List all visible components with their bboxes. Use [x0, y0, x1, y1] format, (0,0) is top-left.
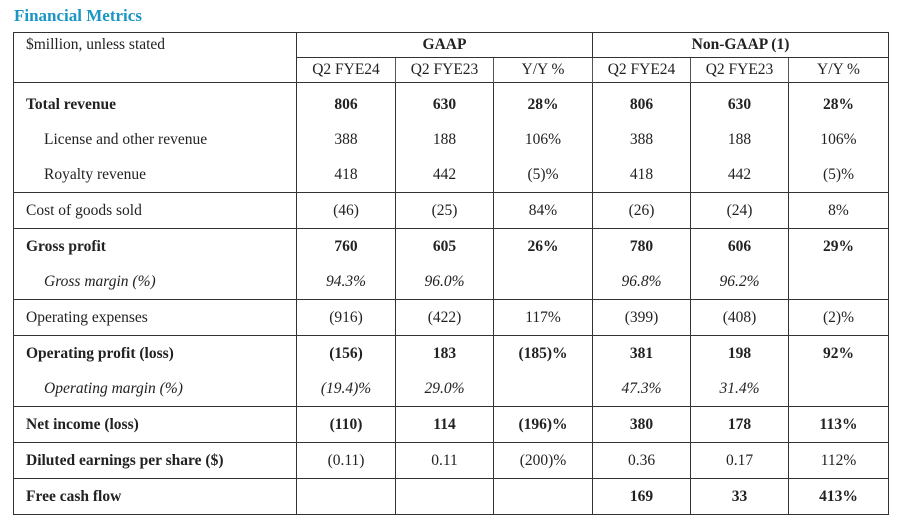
group-header-non-gaap: Non-GAAP (1) [593, 33, 889, 58]
table-cell: (196)% [494, 407, 593, 443]
table-cell [494, 479, 593, 515]
table-cell: 198 [691, 336, 789, 372]
column-header: Y/Y % [494, 58, 593, 83]
table-cell: (26) [593, 193, 691, 229]
table-cell: 96.2% [691, 264, 789, 300]
table-cell: 381 [593, 336, 691, 372]
financial-metrics-table [13, 32, 889, 515]
table-cell: 169 [593, 479, 691, 515]
row-label: Total revenue [14, 83, 297, 123]
table-cell: 112% [789, 443, 889, 479]
table-cell: 0.17 [691, 443, 789, 479]
table-cell [789, 371, 889, 407]
table-cell: 442 [691, 157, 789, 193]
table-cell: 606 [691, 229, 789, 265]
row-label: Operating expenses [14, 300, 297, 336]
table-cell: 188 [691, 122, 789, 157]
table-cell: (24) [691, 193, 789, 229]
page-title: Financial Metrics [14, 6, 142, 25]
table-cell: 413% [789, 479, 889, 515]
table-cell: 113% [789, 407, 889, 443]
table-row [14, 300, 889, 336]
table-cell: (110) [297, 407, 396, 443]
table-cell: 117% [494, 300, 593, 336]
table-row [14, 407, 889, 443]
table-cell: 0.11 [396, 443, 494, 479]
table-cell: (2)% [789, 300, 889, 336]
row-label: License and other revenue [44, 130, 208, 148]
table-cell: 806 [593, 83, 691, 123]
row-label: Diluted earnings per share ($) [14, 443, 297, 479]
table-cell: 442 [396, 157, 494, 193]
table-cell [494, 371, 593, 407]
table-cell: 388 [297, 122, 396, 157]
table-row [14, 83, 889, 123]
column-header: Q2 FYE24 [593, 58, 691, 83]
table-cell [396, 479, 494, 515]
row-label: Gross profit [14, 229, 297, 265]
table-cell: 29.0% [396, 371, 494, 407]
table-row [14, 157, 889, 193]
table-cell: (916) [297, 300, 396, 336]
table-cell: (156) [297, 336, 396, 372]
table-row [14, 443, 889, 479]
table-row [14, 122, 889, 157]
table-cell: 47.3% [593, 371, 691, 407]
unit-label: $million, unless stated [26, 36, 166, 53]
row-label: Free cash flow [14, 479, 297, 515]
table-cell: 94.3% [297, 264, 396, 300]
table-cell: 26% [494, 229, 593, 265]
table-cell: 380 [593, 407, 691, 443]
table-cell: 33 [691, 479, 789, 515]
table-cell: 605 [396, 229, 494, 265]
column-header: Y/Y % [789, 58, 889, 83]
table-cell: 106% [494, 122, 593, 157]
header-group-row [14, 33, 889, 58]
table-cell: (422) [396, 300, 494, 336]
table-cell: (408) [691, 300, 789, 336]
table-cell [494, 264, 593, 300]
table-cell: 188 [396, 122, 494, 157]
table-cell: (399) [593, 300, 691, 336]
table-cell [789, 264, 889, 300]
table-cell: 8% [789, 193, 889, 229]
row-label: Net income (loss) [14, 407, 297, 443]
table-cell [297, 479, 396, 515]
column-header: Q2 FYE23 [396, 58, 494, 83]
table-cell: 388 [593, 122, 691, 157]
table-cell: 28% [494, 83, 593, 123]
table-cell: 92% [789, 336, 889, 372]
table-row [14, 193, 889, 229]
table-cell: 114 [396, 407, 494, 443]
table-cell: (25) [396, 193, 494, 229]
column-header: Q2 FYE23 [691, 58, 789, 83]
table-cell: 0.36 [593, 443, 691, 479]
table-cell: 630 [396, 83, 494, 123]
group-header-gaap: GAAP [297, 33, 593, 58]
table-cell: 28% [789, 83, 889, 123]
table-row [14, 336, 889, 372]
table-cell: 760 [297, 229, 396, 265]
table-cell: 84% [494, 193, 593, 229]
table-cell: 106% [789, 122, 889, 157]
table-row [14, 479, 889, 515]
table-cell: (185)% [494, 336, 593, 372]
table-cell: (5)% [789, 157, 889, 193]
table-cell: (200)% [494, 443, 593, 479]
table-cell: 183 [396, 336, 494, 372]
row-label: Gross margin (%) [44, 272, 156, 290]
table-cell: 31.4% [691, 371, 789, 407]
table-cell: 418 [297, 157, 396, 193]
table-cell: 29% [789, 229, 889, 265]
table-cell: 96.8% [593, 264, 691, 300]
table-cell: 630 [691, 83, 789, 123]
table-cell: (5)% [494, 157, 593, 193]
column-header: Q2 FYE24 [297, 58, 396, 83]
table-cell: (46) [297, 193, 396, 229]
table-cell: 418 [593, 157, 691, 193]
row-label: Royalty revenue [44, 165, 147, 183]
row-label: Cost of goods sold [14, 193, 297, 229]
table-cell: 806 [297, 83, 396, 123]
table-cell: (0.11) [297, 443, 396, 479]
row-label: Operating profit (loss) [14, 336, 297, 372]
table-cell: (19.4)% [297, 371, 396, 407]
table-row [14, 229, 889, 265]
table-row [14, 371, 889, 407]
row-label: Operating margin (%) [44, 379, 183, 397]
table-row [14, 264, 889, 300]
table-cell: 178 [691, 407, 789, 443]
table-cell: 96.0% [396, 264, 494, 300]
table-cell: 780 [593, 229, 691, 265]
